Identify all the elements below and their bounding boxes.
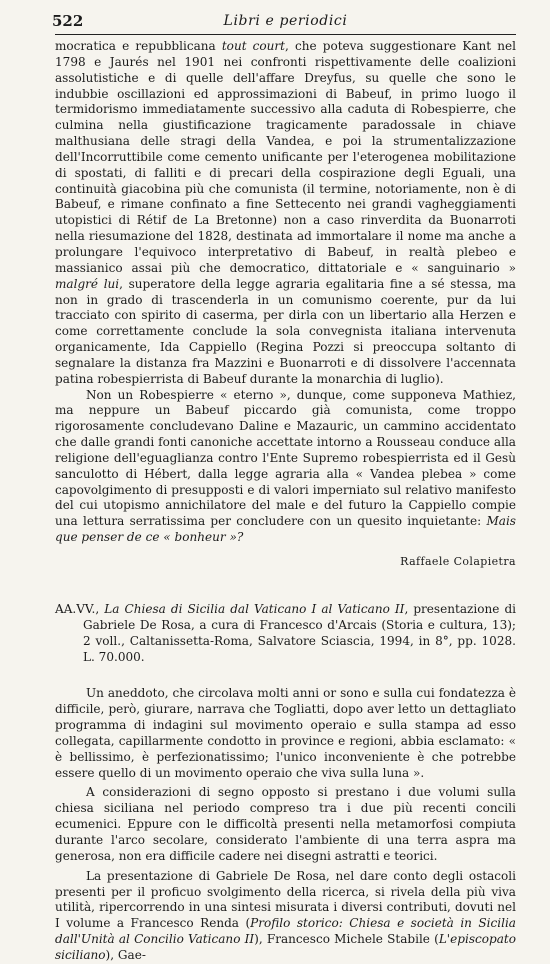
text-run: ), Francesco Michele Stabile ( (254, 932, 439, 947)
text-run: , che poteva suggestionare Kant nel 1798 e Jaurés nel 1901 nei confronti rispettivamente delle coalizioni assolutistiche e di quelle dell'affare Dreyfus, su quelle che sono le indubbie oscillazioni ed approssimazioni di Babeuf, in primo luogo il termidorismo immediatamente successivo alla caduta di Robespierre, che culmina nella giustificazione tragicamente paradossale in chiave malthusiana delle stragi della Vandea, e poi la strumentalizzazione dell'Incorruttibile come cemento unificante per l'eterogenea mobilitazione di spostati, di falliti e di precari della cospirazione degli Eguali, una continuità giacobina più che comunista (il termine, notoriamente, non è di Babeuf, e rimane confinato a fine Settecento nei grandi vagheggiamenti utopistici di Rétif de La Bretonne) non a caso rinverdita da Buonarroti nella riesumazione del 1828, destinata ad immortalare il nome ma anche a prolungare l'equivoco interpretativo di Babeuf, in realtà plebeo e massianico assai più che democratico, dittatoriale e « sanguinario » (55, 39, 516, 275)
bibliographic-entry (55, 602, 516, 665)
text-run: La presentazione di Gabriele De Rosa, nel dare conto degli ostacoli presenti per il proficuo svolgimento della ricerca, si rivela della più viva utilità, ripercorrendo in una sintesi misurata i diversi contributi, dovuti nel I volume a Francesco Renda ( (55, 868, 516, 931)
continued-review-text (55, 39, 516, 546)
paragraph (55, 39, 516, 388)
italic-text: La Chiesa di Sicilia dal Vaticano I al Vaticano II (104, 602, 405, 616)
paragraph (55, 869, 516, 964)
italic-text: Profilo storico: Chiesa e società in Sicilia dall'Unità al Concilio Vaticano II (55, 916, 516, 947)
review-body (55, 686, 516, 963)
italic-text: Mais que penser de ce « bonheur »? (55, 514, 516, 545)
italic-text: malgré lui (55, 276, 120, 291)
page-number: 522 (52, 12, 84, 30)
paragraph (55, 388, 516, 546)
author-signature: Raffaele Colapietra (400, 555, 516, 568)
paragraph (55, 686, 516, 781)
text-run: , superatore della legge agraria egalitaria fine a sé stessa, ma non in grado di trascenderla in un comunismo coerente, pur da lui tracciato con spirito di caserma, per dirla con un libertario alla Herzen e come correttamente conclude la sola convegnista italiana intervenuta organicamente, Ida Cappiello (Regina Pozzi si preoccupa soltanto di segnalare la distanza fra Mazzini e Buonarroti e di dissolvere l'accennata patina robespierrista di Babeuf durante la monarchia di luglio). (55, 276, 516, 386)
text-run: mocratica e repubblicana (55, 39, 222, 53)
text-run: , presentazione di Gabriele De Rosa, a cura di Francesco d'Arcais (Storia e cultura, 13); 2 voll., Caltanissetta-Roma, Salvatore Sciascia, 1994, in 8°, pp. 1028. L. 70.000. (83, 602, 517, 664)
paragraph (55, 785, 516, 864)
italic-text: tout court (221, 39, 286, 53)
running-head: Libri e periodici (223, 13, 348, 29)
text-run: AA.VV., (55, 602, 105, 616)
page-header (52, 10, 516, 35)
text-run: Un aneddoto, che circolava molti anni or sono e sulla cui fondatezza è difficile, però, giurare, narrava che Togliatti, dopo aver letto un dettagliato programma di indagini sul movimento operaio e sulla stampa ad esso collegata, capillarmente condotto in province e regioni, abbia esclamato: « è bellissimo, è perfezionatissimo; l'unico inconveniente è che potrebbe essere quello di un movimento operaio che viva sulla luna ». (55, 686, 516, 780)
text-run: Non un Robespierre « eterno », dunque, come supponeva Mathiez, ma neppure un Babeuf piccardo già comunista, come troppo rigorosamente concludevano Daline e Mazauric, un cammino accidentato che dalle grandi fonti canoniche accettate intorno a Rousseau conduce alla religione dell'eguaglianza contro l'Ente Supremo robespierrista ed il Gesù sanculotto di Hébert, dalla legge agraria alla « Vandea plebea » come capovolgimento di presupposti e di valori imperniato sul relativo manifesto del cui utopismo annichilatore del male e del futuro la Cappiello compie una lettura serratissima per concludere con un quesito inquietante: (55, 387, 516, 529)
italic-text: L'episcopato siciliano (55, 932, 516, 962)
text-run: ), Gae- (105, 947, 146, 962)
text-run: A considerazioni di segno opposto si prestano i due volumi sulla chiesa siciliana nel periodo compreso tra i due più recenti concili ecumenici. Eppure con le difficoltà presenti nella metamorfosi compiuta durante l'arco secolare, considerato l'ambiente di una terra aspra ma generosa, non era difficile cadere nei disegni astratti e teorici. (55, 785, 516, 863)
